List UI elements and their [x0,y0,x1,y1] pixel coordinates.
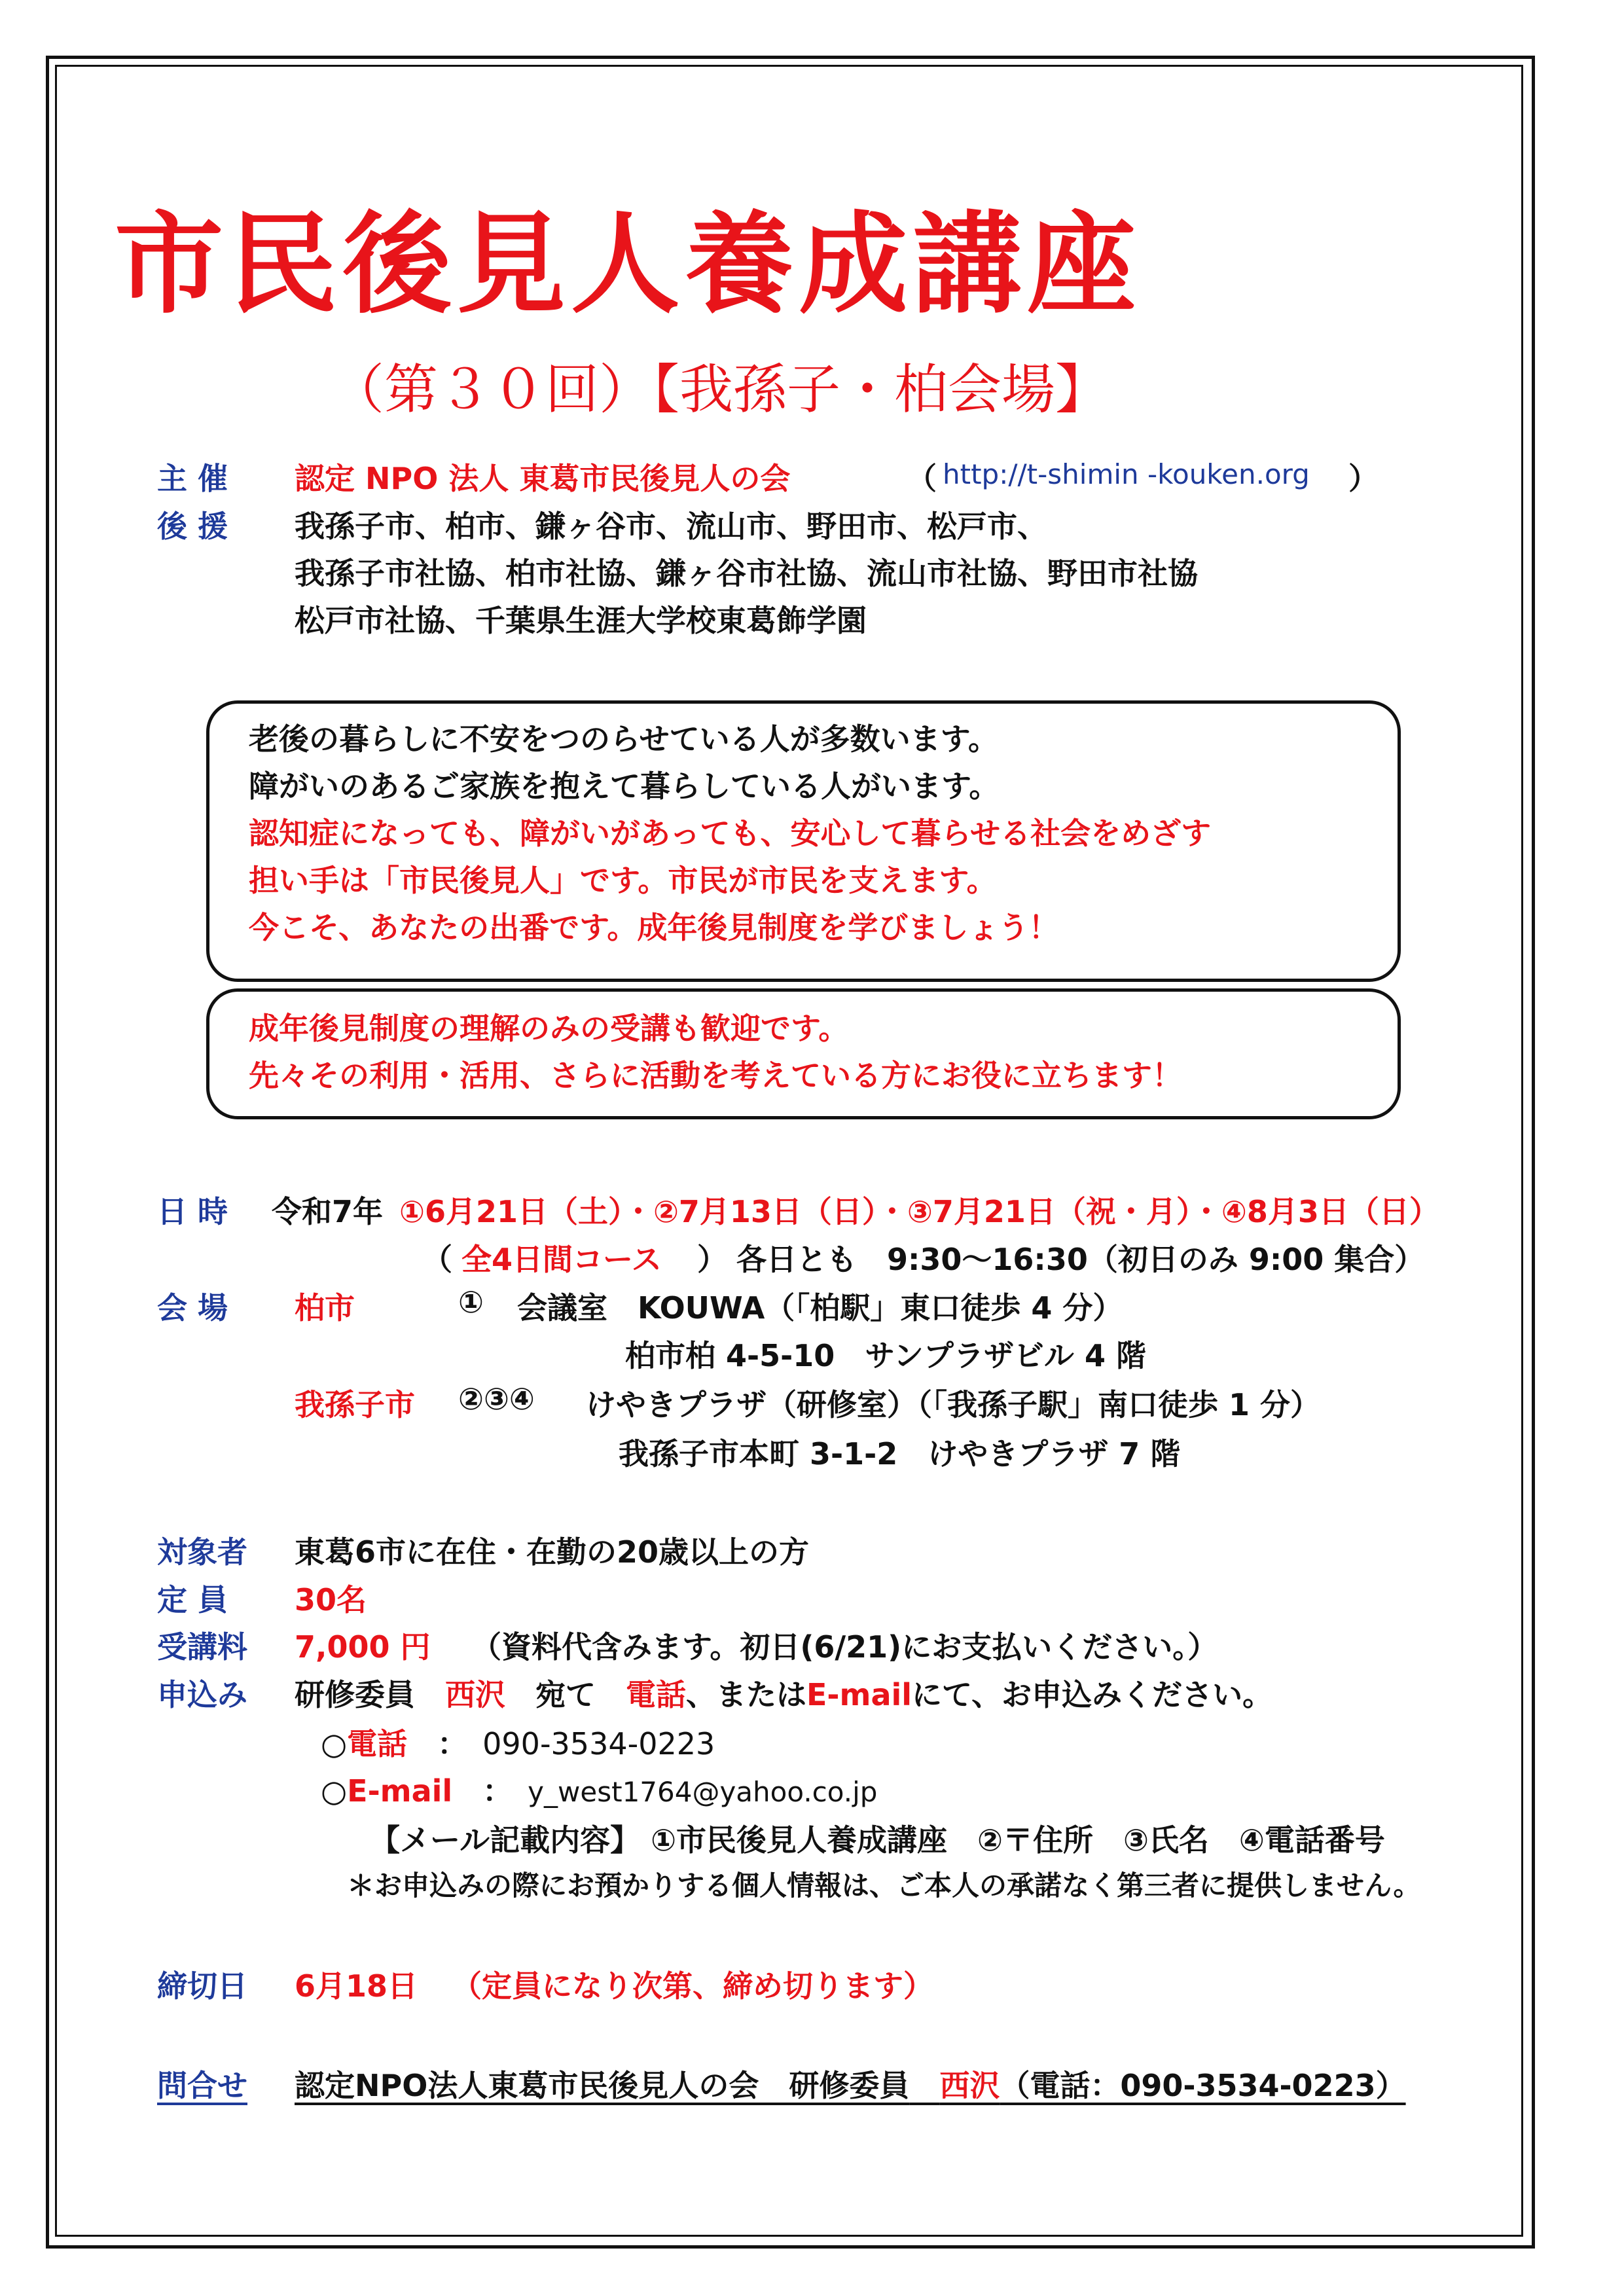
page-title: 市民後見人養成講座 [115,200,1142,329]
apply-text: 宛て [535,1677,596,1712]
circle-bullet: ○ [321,1773,348,1809]
apply-email-row [321,1767,877,1811]
circle-bullet: ○ [321,1726,348,1762]
course-open-paren: （ [422,1242,452,1277]
venue-city-abiko: 我孫子市 [295,1387,415,1422]
welcome-line: 成年後見制度の理解のみの受講も歓迎です。 [249,1011,849,1046]
apply-phone-row [321,1720,715,1763]
apply-email-word: E-mail [806,1677,912,1712]
apply-text: 研修委員 [295,1677,415,1712]
apply-instruction [295,1671,1272,1714]
contact-phone: （電話：090-3534-0223） [1000,2068,1406,2103]
venue-label: 会 場 [157,1290,228,1326]
apply-email-label: E-mail [347,1773,453,1809]
apply-email-separator: ： [482,1773,498,1809]
venue-name-kashiwa: 会議室 KOUWA（「柏駅」東口徒歩 4 分） [517,1290,1123,1326]
url-close-paren: ） [1348,461,1379,496]
organizer-name: 認定 NPO 法人 東葛市民後見人の会 [295,461,791,496]
apply-label: 申込み [157,1677,247,1712]
support-line: 我孫子市、柏市、鎌ヶ谷市、流山市、野田市、松戸市、 [295,509,1047,544]
schedule-label: 日 時 [157,1194,228,1229]
deadline-label: 締切日 [157,1968,247,2004]
schedule-dates: ①6月21日（土）・②7月13日（日）・③7月21日（祝・月）・④8月3日（日） [399,1194,1439,1229]
apply-person: 西沢 [445,1677,505,1712]
page-subtitle: （第３０回）【我孫子・柏会場】 [331,359,1110,421]
contact-row [295,2062,1406,2105]
venue-address-abiko: 我孫子市本町 3-1-2 けやきプラザ 7 階 [619,1436,1181,1472]
contact-org: 認定NPO法人東葛市民後見人の会 研修委員 [295,2068,910,2103]
contact-person: 西沢 [939,2068,1000,2103]
message-line: 老後の暮らしに不安をつのらせている人が多数います。 [249,721,998,757]
deadline-note: （定員になり次第、締め切ります） [452,1968,933,2004]
apply-email-address[interactable]: y_west1764@yahoo.co.jp [528,1776,878,1808]
schedule-time: 各日とも 9:30〜16:30（初日のみ 9:00 集合） [736,1242,1425,1277]
fee-note: （資料代含みます。初日(6/21)にお支払いください。） [471,1629,1218,1665]
venue-number-abiko: ②③④ [458,1381,535,1417]
contact-label: 問合せ [157,2068,247,2103]
apply-phone-word: 電話 [626,1677,686,1712]
venue-city-kashiwa: 柏市 [295,1290,355,1326]
support-label: 後 援 [157,509,228,544]
capacity-value: 30名 [295,1582,367,1617]
deadline-value: 6月18日 [295,1968,418,2004]
organizer-url[interactable]: http://t-shimin -kouken.org [943,458,1310,490]
fee-value: 7,000 円 [295,1629,431,1665]
apply-phone-label: 電話 [347,1726,408,1762]
course-length: 全4日間コース [461,1242,662,1277]
mail-content-note: 【メール記載内容】 ①市民後見人養成講座 ②〒住所 ③氏名 ④電話番号 [370,1822,1385,1858]
message-line: 担い手は「市民後見人」です。市民が市民を支えます。 [249,863,997,898]
target-label: 対象者 [157,1534,247,1570]
welcome-box [206,988,1401,1119]
message-line: 今こそ、あなたの出番です。成年後見制度を学びましょう！ [249,910,1059,945]
venue-address-kashiwa: 柏市柏 4-5-10 サンプラザビル 4 階 [625,1338,1146,1373]
support-line: 我孫子市社協、柏市社協、鎌ヶ谷市社協、流山市社協、野田市社協 [295,556,1198,591]
welcome-line: 先々その利用・活用、さらに活動を考えている方にお役に立ちます！ [249,1058,1182,1093]
venue-number-kashiwa: ① [458,1284,484,1320]
schedule-era: 令和7年 [272,1194,384,1229]
venue-name-abiko: けやきプラザ（研修室）（「我孫子駅」南口徒歩 1 分） [586,1387,1321,1422]
fee-label: 受講料 [157,1629,247,1665]
target-value: 東葛6市に在住・在勤の20歳以上の方 [295,1534,810,1570]
course-close-paren: ） [697,1242,727,1277]
message-line: 認知症になっても、障がいがあっても、安心して暮らせる社会をめざす [249,816,1212,851]
apply-phone-number[interactable]: 090-3534-0223 [482,1726,715,1762]
apply-phone-separator: ： [437,1726,453,1762]
apply-text: にて、お申込みください。 [912,1677,1273,1712]
url-open-paren: （ [907,461,937,496]
capacity-label: 定 員 [157,1582,228,1617]
message-line: 障がいのあるご家族を抱えて暮らしている人がいます。 [249,768,1000,804]
privacy-note: ＊お申込みの際にお預かりする個人情報は、ご本人の承諾なく第三者に提供しません。 [347,1870,1421,1902]
support-line: 松戸市社協、千葉県生涯大学校東葛飾学園 [295,603,867,638]
message-box [206,700,1401,982]
apply-text: 、または [686,1677,806,1712]
organizer-label: 主 催 [157,461,228,496]
